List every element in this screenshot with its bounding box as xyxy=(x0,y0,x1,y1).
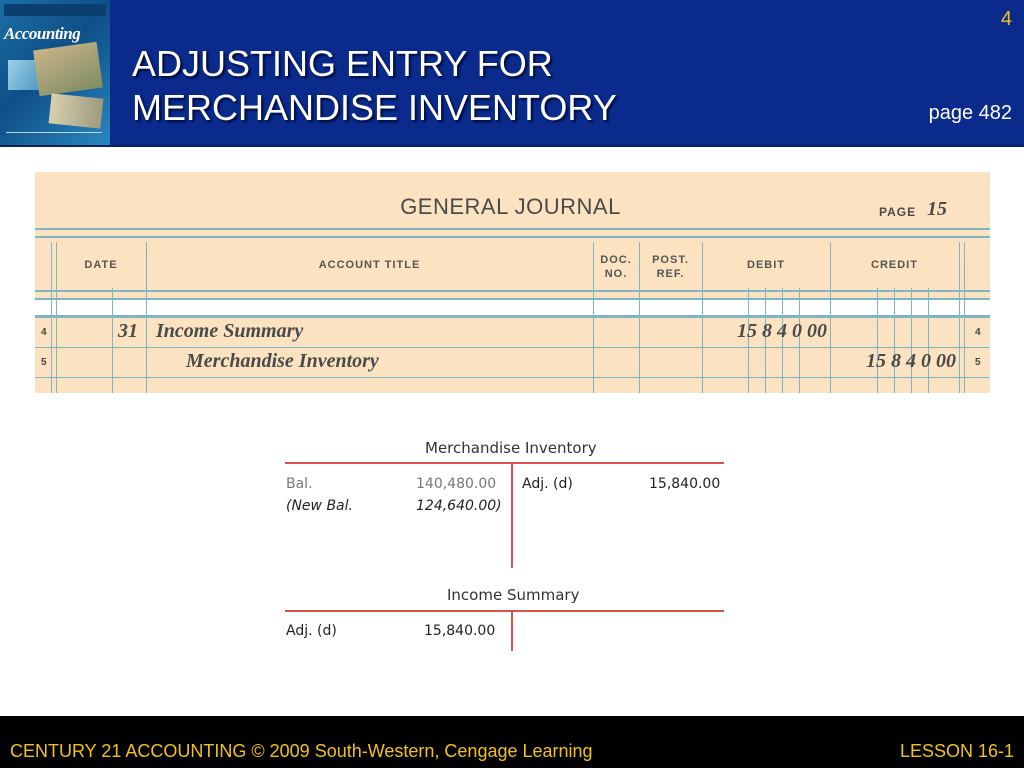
is-left-label: Adj. (d) xyxy=(286,623,337,639)
cover-brand-text: Accounting xyxy=(4,24,81,43)
t-account-title-merchandise-inventory: Merchandise Inventory xyxy=(425,439,597,457)
row-number: 5 xyxy=(41,357,47,368)
row-number: 4 xyxy=(41,327,47,338)
journal-page-number: 15 xyxy=(927,198,947,220)
journal-title: GENERAL JOURNAL xyxy=(400,194,621,219)
general-journal xyxy=(35,172,990,393)
col-header-credit: CREDIT xyxy=(871,259,918,271)
col-header-date: DATE xyxy=(84,259,118,271)
mi-right-amount: 15,840.00 xyxy=(649,476,721,492)
row-number-right: 5 xyxy=(975,357,981,368)
footer-copyright: CENTURY 21 ACCOUNTING © 2009 South-Western, Cengage Learning xyxy=(10,741,593,761)
mi-left-label: Bal. xyxy=(286,476,313,492)
slide-number: 4 xyxy=(1000,8,1012,30)
mi-new-balance-label: (New Bal. xyxy=(286,498,353,514)
col-header-debit: DEBIT xyxy=(747,259,785,271)
col-header-doc-no: DOC. NO. xyxy=(600,254,632,280)
t-account-title-income-summary: Income Summary xyxy=(447,586,580,604)
t-account-top-rule xyxy=(285,462,724,464)
title-line-1: ADJUSTING ENTRY FOR xyxy=(132,43,553,84)
is-left-amount: 15,840.00 xyxy=(424,623,496,639)
mi-right-label: Adj. (d) xyxy=(522,476,573,492)
mi-new-balance-amount: 124,640.00) xyxy=(416,498,502,514)
textbook-cover-image xyxy=(0,0,110,147)
debit-amount: 15 8 4 0 00 xyxy=(737,320,827,342)
journal-page-label: PAGE xyxy=(879,205,917,219)
slide-title xyxy=(132,42,617,130)
col-header-post-ref: POST. REF. xyxy=(652,254,689,280)
title-line-2: MERCHANDISE INVENTORY xyxy=(132,87,617,128)
debit-account-title: Income Summary xyxy=(156,320,304,342)
footer-lesson: LESSON 16-1 xyxy=(899,741,1014,761)
slide-footer xyxy=(0,716,1024,768)
mi-left-amount: 140,480.00 xyxy=(416,476,497,492)
credit-account-title: Merchandise Inventory xyxy=(186,350,379,372)
t-account-divider xyxy=(511,610,513,651)
t-account-divider xyxy=(511,462,513,568)
col-header-account-title: ACCOUNT TITLE xyxy=(318,259,421,271)
page-reference: page 482 xyxy=(928,102,1012,124)
row-number-right: 4 xyxy=(975,327,981,338)
t-account-top-rule xyxy=(285,610,724,612)
credit-amount: 15 8 4 0 00 xyxy=(866,350,956,372)
entry-date: 31 xyxy=(118,320,138,342)
slide-header xyxy=(0,0,1024,147)
